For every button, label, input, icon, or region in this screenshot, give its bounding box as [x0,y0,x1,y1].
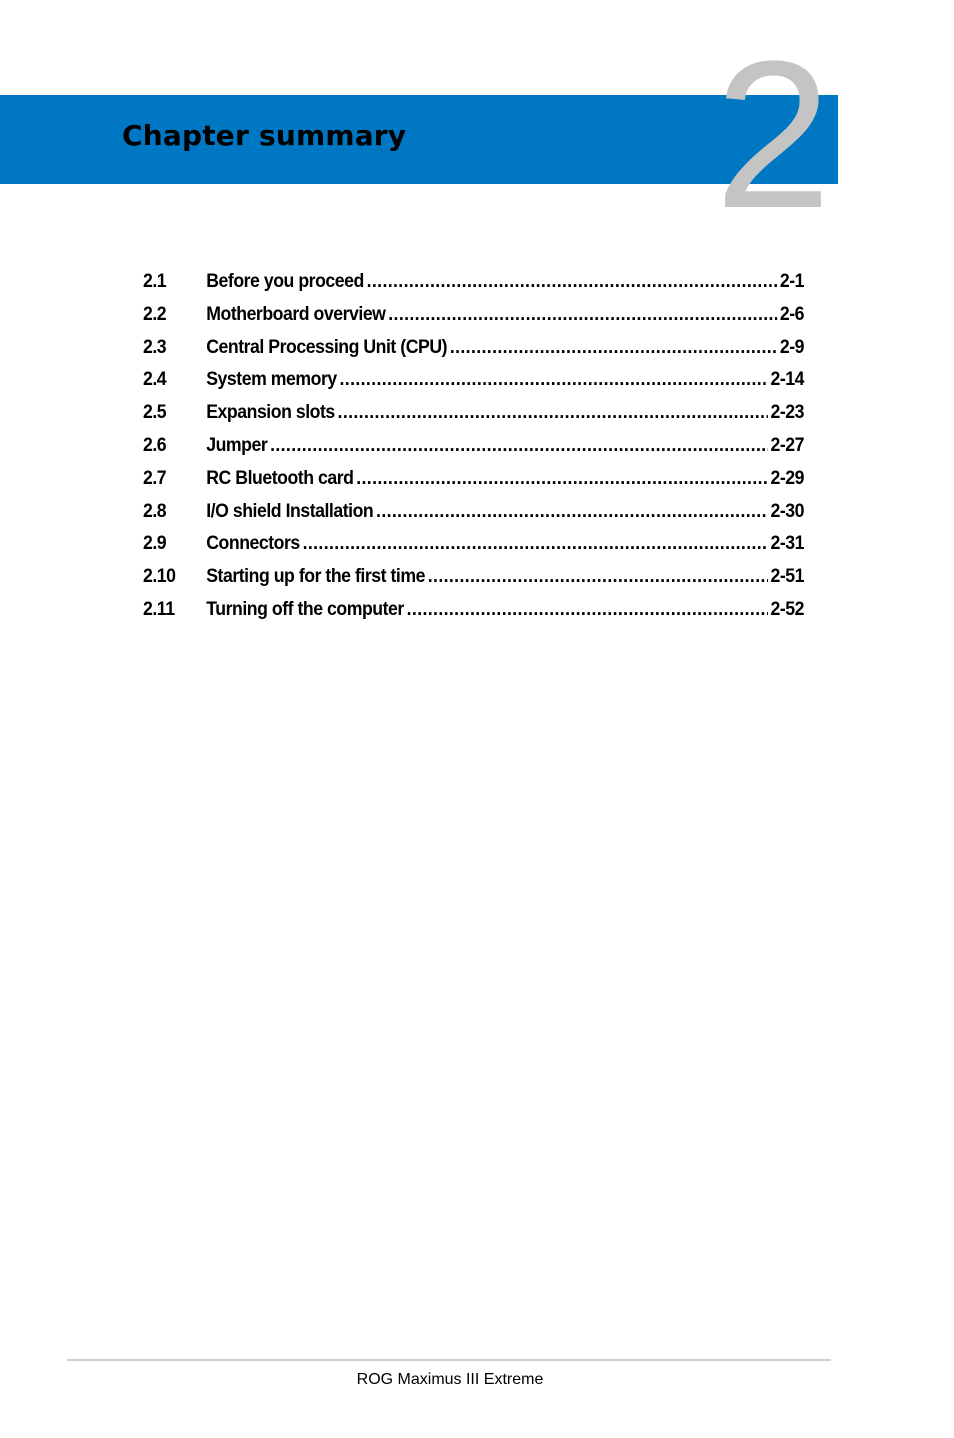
toc-dot-leader [338,397,768,430]
toc-entry-page: 2-31 [770,533,804,555]
toc-entry-2-1[interactable] [143,266,804,299]
toc-entry-number: 2.6 [143,434,167,456]
toc-entry-page: 2-6 [779,303,804,325]
toc-entry-title: I/O shield Installation [206,500,374,522]
toc-entry-2-8[interactable] [143,496,804,529]
toc-entry-title: Jumper [206,434,268,456]
toc-dot-leader [376,496,768,529]
toc-dot-leader [356,463,767,496]
toc-entry-title: Expansion slots [206,402,335,424]
toc-entry-number: 2.9 [143,533,167,555]
toc-entry-2-4[interactable] [143,364,804,397]
toc-entry-number: 2.4 [143,369,167,391]
toc-entry-page: 2-30 [770,500,804,522]
toc-entry-page: 2-29 [770,467,804,489]
toc-entry-title: System memory [206,369,337,391]
toc-entry-title: Motherboard overview [206,303,386,325]
toc-dot-leader [450,332,777,365]
toc-entry-2-9[interactable] [143,528,804,561]
toc-entry-title: Before you proceed [206,271,364,292]
chapter-number: 2 [714,17,832,252]
toc-entry-2-2[interactable] [143,299,804,332]
toc-entry-page: 2-9 [779,336,804,358]
toc-dot-leader [340,364,768,397]
toc-dot-leader [270,430,768,463]
page-title: Chapter summary [122,119,407,152]
toc-entry-number: 2.2 [143,303,167,325]
toc-entry-number: 2.11 [143,598,175,620]
toc-entry-2-11[interactable] [143,594,804,627]
toc-dot-leader [388,299,777,332]
toc-entry-title: Central Processing Unit (CPU) [206,336,448,358]
toc-entry-2-5[interactable] [143,397,804,430]
toc-entry-2-3[interactable] [143,332,804,365]
toc-entry-page: 2-52 [770,598,804,620]
toc-entry-number: 2.3 [143,336,167,358]
toc-entry-number: 2.5 [143,402,167,424]
toc-entry-number: 2.10 [143,566,176,588]
toc-entry-page: 2-51 [770,566,804,588]
toc-entry-number: 2.1 [143,271,167,292]
toc-entry-page: 2-1 [779,271,804,292]
toc-dot-leader [367,266,777,299]
toc-entry-2-10[interactable] [143,561,804,594]
toc-entry-page: 2-23 [770,402,804,424]
toc-entry-page: 2-27 [770,434,804,456]
toc-entry-2-7[interactable] [143,463,804,496]
toc-entry-title: Connectors [206,533,300,555]
toc-dot-leader [428,561,768,594]
toc-entry-2-6[interactable] [143,430,804,463]
footer-product-name: ROG Maximus III Extreme [356,1371,544,1388]
toc-entry-page: 2-14 [770,369,804,391]
toc-entry-number: 2.7 [143,467,167,489]
table-of-contents [143,266,804,627]
toc-dot-leader [303,528,768,561]
toc-entry-title: Turning off the computer [206,598,404,620]
footer-divider [67,1359,831,1361]
toc-entry-title: Starting up for the first time [206,566,425,588]
toc-entry-title: RC Bluetooth card [206,467,354,489]
toc-entry-number: 2.8 [143,500,167,522]
toc-dot-leader [407,594,768,627]
